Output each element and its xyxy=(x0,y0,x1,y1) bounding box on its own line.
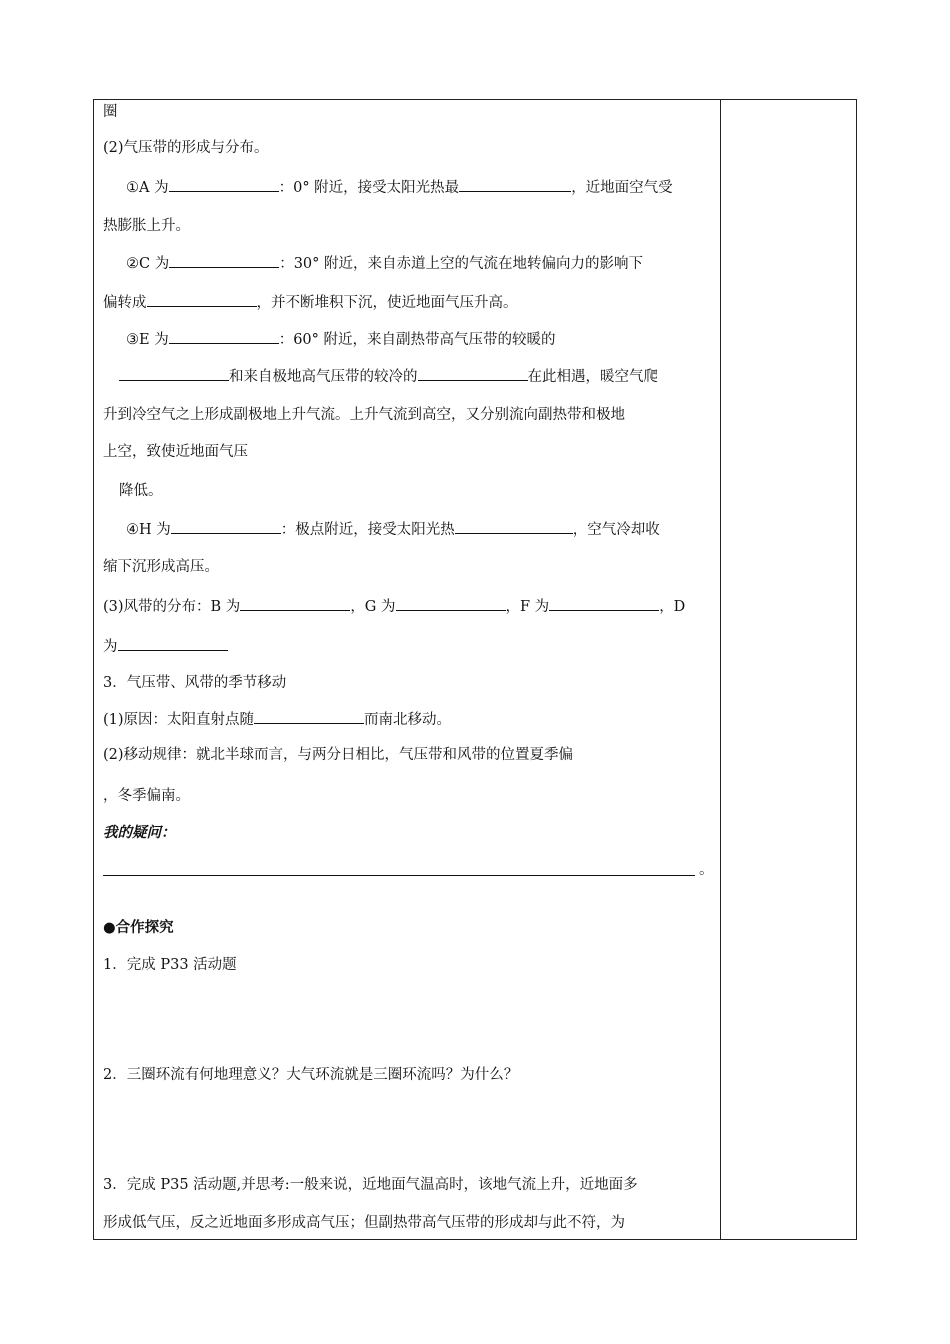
text: 形成低气压，反之近地面多形成高气压；但副热带高气压带的形成却与此不符，为 xyxy=(103,1215,625,1231)
text-line xyxy=(103,672,286,694)
text: ：30° 附近，来自赤道上空的气流在地转偏向力的影响下 xyxy=(279,256,644,272)
text-line xyxy=(126,518,660,540)
text: ●合作探究 xyxy=(103,919,174,936)
question-item xyxy=(103,954,237,976)
fill-blank[interactable] xyxy=(169,252,279,268)
text-line xyxy=(103,744,573,766)
text: ，D xyxy=(659,599,686,615)
text-line xyxy=(119,480,163,502)
text: 和来自极地高气压带的较冷的 xyxy=(229,369,418,385)
text-line xyxy=(103,441,248,463)
text-line xyxy=(103,785,190,807)
text: 3．气压带、风带的季节移动 xyxy=(103,675,287,691)
fill-blank[interactable] xyxy=(418,365,528,381)
my-questions-label xyxy=(103,822,176,844)
text: ①A 为 xyxy=(126,180,169,196)
column-divider xyxy=(720,99,721,1240)
question-item xyxy=(103,1174,638,1196)
text-line xyxy=(103,595,685,617)
fill-blank[interactable] xyxy=(459,176,571,192)
text: 上空，致使近地面气压 xyxy=(103,444,248,460)
answer-line[interactable] xyxy=(103,875,695,876)
fill-blank[interactable] xyxy=(240,595,350,611)
text: ，F 为 xyxy=(505,599,550,615)
fill-blank[interactable] xyxy=(396,595,506,611)
text: (1)原因：太阳直射点随 xyxy=(103,712,255,728)
fill-blank[interactable] xyxy=(119,365,229,381)
text: 缩下沉形成高压。 xyxy=(103,559,219,575)
text: 2．三圈环流有何地理意义？大气环流就是三圈环流吗？为什么？ xyxy=(103,1067,519,1083)
text: (3)风带的分布：B 为 xyxy=(103,599,241,615)
text: 3．完成 P35 活动题,并思考:一般来说，近地面气温高时，该地气流上升，近地面多 xyxy=(103,1177,638,1193)
text: ④H 为 xyxy=(126,522,171,538)
period: 。 xyxy=(699,862,714,878)
text: (2)移动规律：就北半球而言，与两分日相比，气压带和风带的位置夏季偏 xyxy=(103,747,574,763)
text: ：60° 附近，来自副热带高气压带的较暖的 xyxy=(278,332,556,348)
text: ，冬季偏南。 xyxy=(103,788,190,804)
text-line xyxy=(103,215,190,237)
text: 偏转成 xyxy=(103,295,147,311)
text-line xyxy=(103,137,269,159)
question-item xyxy=(103,1212,625,1234)
section-title xyxy=(103,917,174,939)
text-line xyxy=(103,635,228,657)
text: 而南北移动。 xyxy=(364,712,452,728)
text-line xyxy=(103,291,518,313)
fill-blank[interactable] xyxy=(169,176,279,192)
text: 我的疑问： xyxy=(103,824,176,841)
text: 圈 xyxy=(103,104,118,120)
text-line xyxy=(103,101,118,123)
fill-blank[interactable] xyxy=(171,518,281,534)
text: 1．完成 P33 活动题 xyxy=(103,957,237,973)
text-line xyxy=(126,328,556,350)
text: ，空气冷却收 xyxy=(572,522,660,538)
text: ③E 为 xyxy=(126,332,169,348)
text: 为 xyxy=(103,639,118,655)
text: ：0° 附近，接受太阳光热最 xyxy=(278,180,460,196)
text-line xyxy=(119,365,658,387)
fill-blank[interactable] xyxy=(455,518,573,534)
fill-blank[interactable] xyxy=(254,708,364,724)
fill-blank[interactable] xyxy=(147,291,257,307)
text: ：极点附近，接受太阳光热 xyxy=(280,522,455,538)
text-line xyxy=(103,708,451,730)
text: 在此相遇，暖空气爬 xyxy=(527,369,658,385)
text: (2)气压带的形成与分布。 xyxy=(103,140,269,156)
fill-blank[interactable] xyxy=(169,328,279,344)
text-line xyxy=(126,176,673,198)
text: 升到冷空气之上形成副极地上升气流。上升气流到高空，又分别流向副热带和极地 xyxy=(103,407,625,423)
text-line xyxy=(126,252,643,274)
fill-blank[interactable] xyxy=(549,595,659,611)
text: ，G 为 xyxy=(350,599,396,615)
text: ②C 为 xyxy=(126,256,170,272)
text-line xyxy=(103,556,219,578)
text: ，近地面空气受 xyxy=(571,180,673,196)
fill-blank[interactable] xyxy=(118,635,228,651)
text: ，并不断堆积下沉，使近地面气压升高。 xyxy=(256,295,518,311)
text: 热膨胀上升。 xyxy=(103,218,190,234)
question-item xyxy=(103,1064,518,1086)
text-line xyxy=(103,404,625,426)
text: 降低。 xyxy=(119,483,163,499)
